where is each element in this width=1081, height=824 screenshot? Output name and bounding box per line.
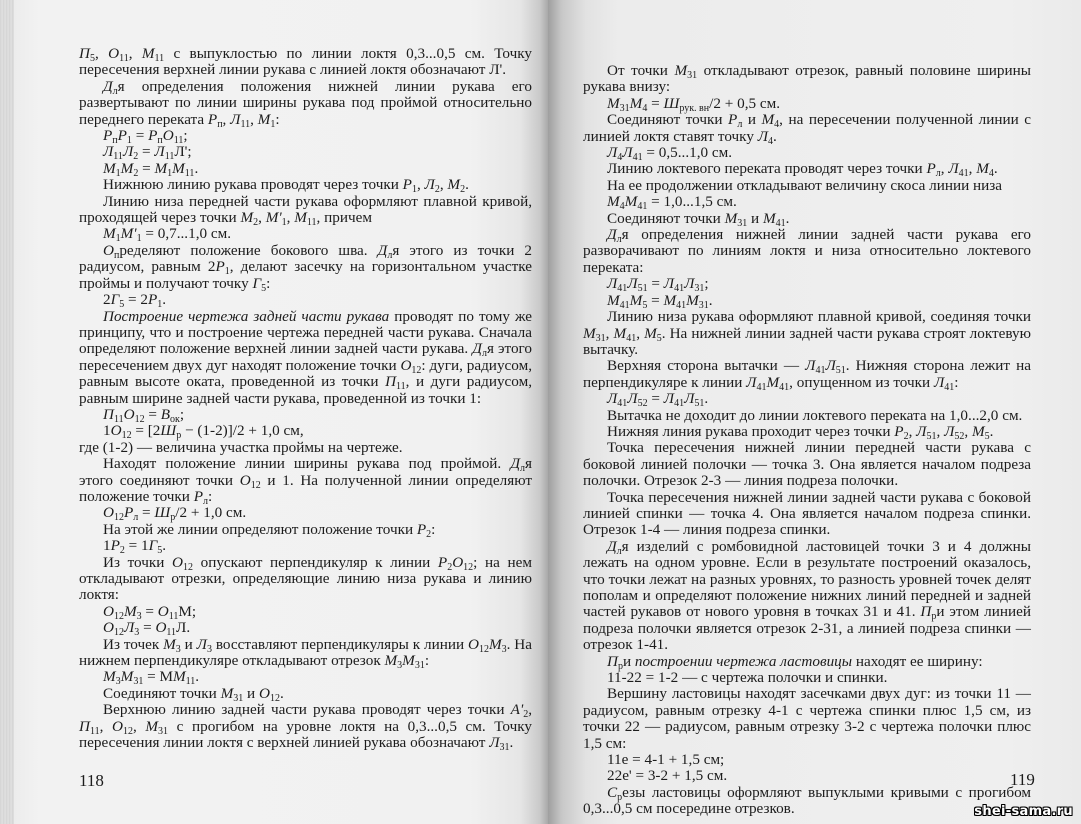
paragraph: Точка пересечения нижней линии передней части рукава с боковой линией полочки — точка 3. Она является началом подреза полочки. Отрезок 2-3 — линия подреза полочки. <box>583 439 1031 490</box>
formula-line: $О_{12}Л_3 = О_{11}Л$. <box>103 619 191 639</box>
formula-line: $Л_4Л_{41} = 0,5...1,0$ см. <box>607 144 733 164</box>
paragraph: где (1-2) — величина участка проймы на чертеже. <box>79 438 403 456</box>
page-number-left: 118 <box>79 771 104 790</box>
formula-line: $М_1М'_1 = 0,7...1,0$ см. <box>103 225 232 245</box>
formula-line: $П_{11}О_{12} = В_{ок}$; <box>103 405 185 425</box>
formula-line: $О_{12}М_3 = О_{11}М$; <box>103 602 197 622</box>
left-page-text <box>79 45 533 754</box>
paragraph: Находят положение линии ширины рукава под проймой. $Д_ля$ этого соединяют точки $О_{12}$ и 1. На полученной линии определяют положение точки $Р_л$: <box>79 455 532 507</box>
formula-line: $Л_{11}Л_2 = Л_{11}Л'$; <box>103 143 192 163</box>
formula-line: $М_{41}М_5 = М_{41}М_{31}$. <box>607 291 713 311</box>
formula-line: 11-22 = 1-2 — с чертежа полочки и спинки. <box>607 669 888 687</box>
paragraph: $Д_ля$ определения нижней линии задней части рукава его разворачивают по линиям локтя и низа относительно локтевого переката: <box>583 226 1031 276</box>
paragraph: $Д_ля$ изделий с ромбовидной ластовицей точки 3 и 4 должны лежать на одном уровне. Если в результате построений оказалось, что точки лежат на разных уровнях, то разность уровней точек делят пополам и определяют положение нижних линий передней и задней частей рукавов от нового уровня в точках 31 и 41. $П_ри$ этом линией подреза полочки является отрезок 2-31, а линией подреза спинки — отрезок 1-41. <box>583 537 1031 654</box>
paragraph: Линию низа передней части рукава оформляют плавной кривой, проходящей через точки $М_2$, $М'_1$, $М_{11}$, причем <box>79 192 532 229</box>
paragraph: Из точки $О_{12}$ опускают перпендикуляр к линии $Р_2О_{12}$; на нем откладывают отрезки, определяющие линию низа рукава и линию локтя: <box>79 553 532 604</box>
paragraph: Вершину ластовицы находят засечками двух дуг: из точки 11 — радиусом, равным отрезку 4-1 с чертежа спинки плюс 1,5 см, из точки 22 — радиусом, равным отрезку 3-2 с чертежа полочки плюс 1,5 см: <box>583 685 1031 752</box>
paragraph: Нижнюю линию рукава проводят через точки $Р_1$, $Л_2$, $М_2$. <box>103 176 469 196</box>
paragraph: От точки $М_{31}$ откладывают отрезок, равный половине ширины рукава внизу: <box>583 62 1031 96</box>
paragraph: На этой же линии определяют положение точки $Р_2$: <box>103 520 436 540</box>
formula-line: $М_4М_{41} = 1,0...1,5$ см. <box>607 193 737 213</box>
formula-line: $М_1М_2 = М_1М_{11}$. <box>103 159 199 179</box>
paragraph: $С_резы$ ластовицы оформляют выпуклыми кривыми с прогибом 0,3...0,5 см посередине отрезков. <box>583 783 1031 818</box>
formula-line: $2Г_5 = 2Р_1$. <box>103 291 167 311</box>
formula-line: $М_3М_{31} = ММ_{11}$. <box>103 668 200 688</box>
formula-line: $О_{12}Р_л = Ш_р/2 + 1,0$ см. <box>103 504 247 524</box>
paragraph: Соединяют точки $Р_л$ и $М_4$, на пересечении полученной линии с линией локтя ставят точку $Л_4$. <box>583 111 1031 147</box>
formula-line: $Р_пР_1 = Р_пО_{11}$; <box>103 127 188 147</box>
formula-line: $Л_{41}Л_{52} = Л_{41}Л_{51}$. <box>607 390 709 410</box>
paragraph: Нижняя линия рукава проходит через точки $Р_2$, $Л_{51}$, $Л_{52}$, $М_5$. <box>607 422 994 442</box>
paragraph: Верхнюю линию задней части рукава проводят через точки $А'_2$, $П_{11}$, $О_{12}$, $М_{31}$ с прогибом на уровне локтя на 0,3...0,5 см. Точку пересечения линии локтя с верхней линией рукава обозначают $Л_{31}$. <box>79 701 533 754</box>
paragraph: Соединяют точки $М_{31}$ и $О_{12}$. <box>103 684 284 704</box>
right-page <box>548 0 1081 824</box>
paragraph: Вытачка не доходит до линии локтевого переката на 1,0...2,0 см. <box>607 406 1023 424</box>
right-page-text <box>583 63 1031 818</box>
paragraph: Из точек $М_3$ и $Л_3$ восставляют перпендикуляры к линии $О_{12}М_3$. На нижнем перпендикуляре откладывают отрезок $М_3М_{31}$: <box>79 635 532 672</box>
paragraph: Соединяют точки $М_{31}$ и $М_{41}$. <box>607 209 790 229</box>
page-edge <box>0 0 14 824</box>
paragraph: Построение чертежа задней части рукава проводят по тому же принципу, что и построение чертежа передней части рукава. Сначала определяют положение верхней линии задней части рукава. $Д_ля$ этого пересечением двух дуг находят положение точки $О_{12}$: дуги, радиусом, равным высоте оката, проведенной из точки $П_{11}$, и дуги радиусом, равным ширине задней части рукава, проведенной из точки 1: <box>79 307 533 407</box>
formula-line: 11е = 4-1 + 1,5 см; <box>607 751 725 769</box>
formula-line: $1Р_2 = 1Г_5$. <box>103 537 167 557</box>
paragraph: $П_5$, $О_{11}$, $М_{11}$ с выпуклостью по линии локтя 0,3...0,5 см. Точку пересечения верхней линии рукава с линией локтя обозначают Л'. <box>79 45 532 79</box>
page-number-right: 119 <box>1010 770 1035 789</box>
formula-line: $М_{31}М_4 = Ш_{рук. вн}/2 + 0,5$ см. <box>607 94 781 114</box>
formula-line: $Л_{41}Л_{51} = Л_{41}Л_{31}$; <box>607 275 709 295</box>
paragraph: $Д_ля$ определения положения нижней линии рукава его развертывают по линии ширины рукава под проймой относительно переднего переката $Р_п$, $Л_{11}$, $М_1$: <box>79 77 532 130</box>
paragraph: Точка пересечения нижней линии задней части рукава с боковой линией спинки — точка 4. Она является началом подреза спинки. Отрезок 1-4 — линия подреза спинки. <box>583 488 1031 539</box>
paragraph: На ее продолжении откладывают величину скоса линии низа <box>607 176 1003 194</box>
paragraph: $П_ри$ построении чертежа ластовицы находят ее ширину: <box>607 652 983 672</box>
formula-line: $1О_{12} = [2Ш_р - (1-2)]/2 + 1,0$ см, <box>103 422 304 442</box>
paragraph: Верхняя сторона вытачки — $Л_{41}Л_{51}$. Нижняя сторона лежит на перпендикуляре к линии $Л_{41}М_{41}$, опущенном из точки $Л_{41}$: <box>583 357 1031 393</box>
watermark: shei-sama.ru <box>974 804 1073 819</box>
formula-line: 22е' = 3-2 + 1,5 см. <box>607 767 728 785</box>
paragraph: Линию локтевого переката проводят через точки $Р_л$, $Л_{41}$, $М_4$. <box>607 160 998 180</box>
paragraph: Линию низа рукава оформляют плавной кривой, соединяя точки $М_{31}$, $М_{41}$, $М_5$. На нижней линии задней части рукава строят локтевую вытачку. <box>583 308 1032 358</box>
paragraph: $О_пределяют$ положение бокового шва. $Д_ля$ этого из точки 2 радиусом, равным $2Р_1$, делают засечку на горизонтальном участке проймы и получают точку $Г_5$: <box>79 241 533 294</box>
